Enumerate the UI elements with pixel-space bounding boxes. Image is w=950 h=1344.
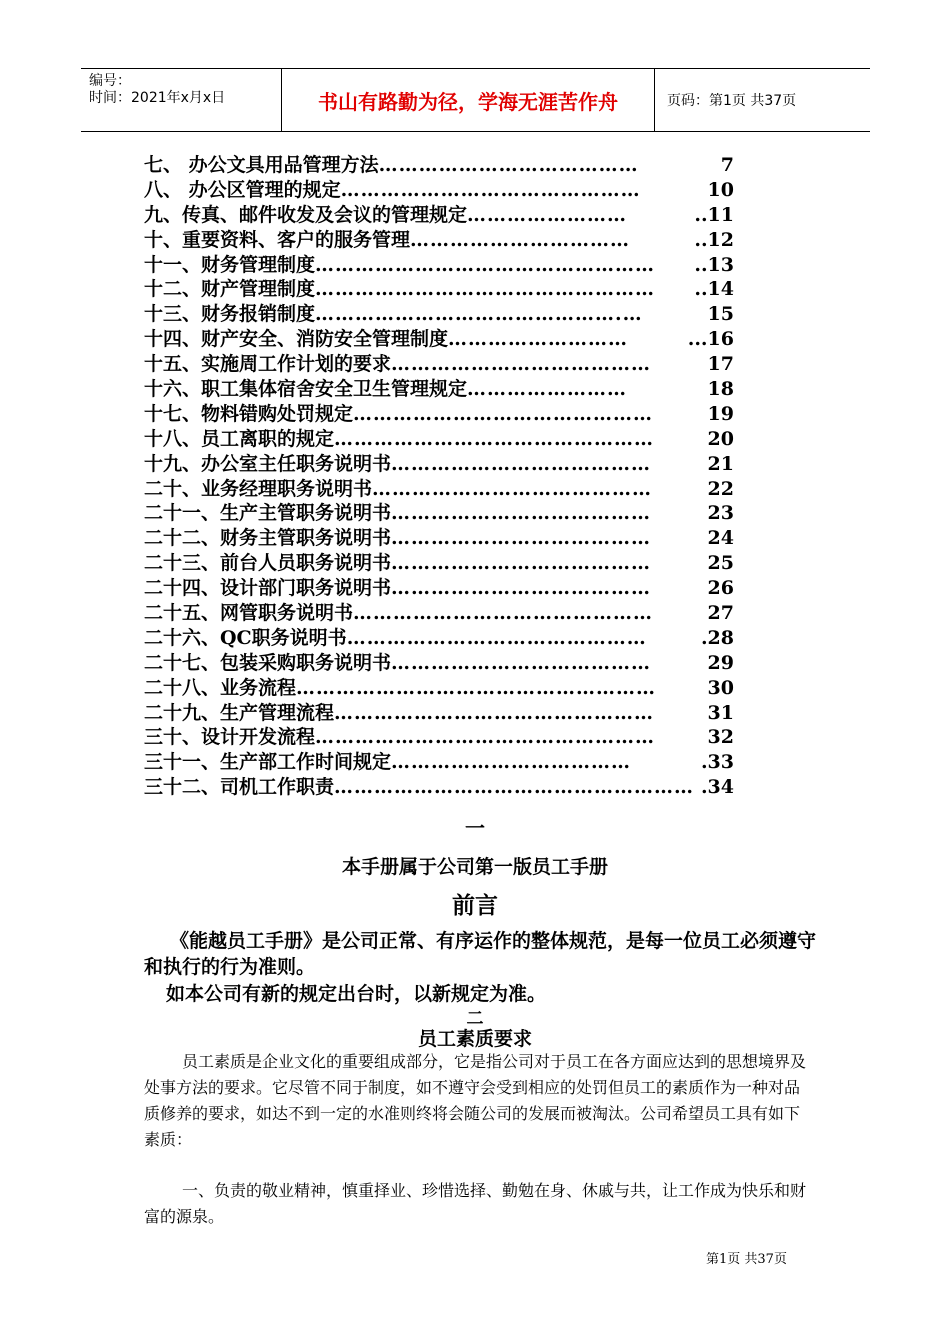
- toc-page-number: 29: [707, 651, 734, 674]
- toc-entry[interactable]: [144, 775, 734, 800]
- section-two-title: 员工素质要求: [417, 1028, 532, 1050]
- toc-entry-title: 十九、办公室主任职务说明书: [144, 452, 392, 475]
- toc-leader-dots: ……………………………………: [372, 477, 653, 500]
- quality-item-1: 一、负责的敬业精神，慎重择业、珍惜选择、勤勉在身、休戚与共，让工作成为快乐和财富的源泉。: [144, 1181, 807, 1226]
- toc-entry[interactable]: [144, 178, 734, 203]
- toc-page-number: 30: [707, 676, 734, 699]
- toc-entry-title: 二十、业务经理职务说明书: [144, 477, 373, 500]
- toc-leader-dots: ………………………: [448, 328, 629, 351]
- section-one-subtitle: 本手册属于公司第一版员工手册: [341, 856, 608, 878]
- toc-entry-title: 十三、财务报销制度: [144, 303, 316, 326]
- toc-page-number: 24: [707, 527, 734, 550]
- toc-entry[interactable]: [144, 302, 734, 327]
- toc-page-number: 20: [707, 427, 734, 450]
- toc-entry[interactable]: [144, 651, 734, 676]
- toc-entry-title: 三十、设计开发流程: [144, 726, 316, 749]
- toc-entry[interactable]: [144, 427, 734, 452]
- toc-leader-dots: ………………………………: [391, 751, 632, 774]
- toc-page-number: 10: [707, 178, 734, 201]
- toc-page-number: 15: [707, 303, 734, 326]
- toc-leader-dots: ………………………………………………: [334, 776, 695, 799]
- toc-page-number: .34: [700, 776, 734, 799]
- toc-leader-dots: …………………………………: [391, 527, 652, 550]
- toc-leader-dots: ………………………………………: [353, 602, 654, 625]
- toc-page-number: 22: [707, 477, 734, 500]
- toc-entry-title: 二十五、网管职务说明书: [144, 602, 354, 625]
- page-footer: 第1页 共37页: [706, 1252, 787, 1267]
- toc-page-number: ..12: [694, 228, 734, 251]
- toc-entry[interactable]: [144, 327, 734, 352]
- toc-entry[interactable]: [144, 452, 734, 477]
- preface-title: 前言: [452, 893, 498, 919]
- toc-leader-dots: …………………………………………: [334, 427, 655, 450]
- toc-entry[interactable]: [144, 576, 734, 601]
- toc-page-number: ..13: [694, 253, 734, 276]
- toc-entry-title: 二十一、生产主管职务说明书: [144, 502, 392, 525]
- toc-entry[interactable]: [144, 676, 734, 701]
- toc-page-number: ...16: [687, 328, 734, 351]
- toc-entry-title: 十七、物料错购处罚规定: [144, 402, 354, 425]
- toc-leader-dots: ……………………………………….…: [315, 303, 643, 326]
- toc-page-number: 31: [707, 701, 734, 724]
- toc-leader-dots: ……………………: [467, 378, 628, 401]
- toc-page-number: 25: [707, 552, 734, 575]
- toc-page-number: .28: [700, 626, 734, 649]
- header-meta: [81, 69, 281, 131]
- toc-entry-title: 二十九、生产管理流程: [144, 701, 335, 724]
- toc-leader-dots: ……………………………: [410, 228, 631, 251]
- toc-page-number: ..14: [694, 278, 734, 301]
- toc-entry[interactable]: [144, 601, 734, 626]
- toc-entry-title: 二十八、业务流程: [144, 676, 297, 699]
- toc-page-number: 7: [720, 154, 734, 176]
- toc-page-number: 27: [707, 602, 734, 625]
- toc-page-number: 26: [707, 577, 734, 600]
- page-header: [81, 68, 870, 132]
- toc-leader-dots: ……………………………………………: [315, 726, 656, 749]
- toc-page-number: 19: [707, 402, 734, 425]
- toc-leader-dots: ……………………………………………: [315, 278, 656, 301]
- toc-leader-dots: …………………………………: [391, 552, 652, 575]
- toc-entry-title: 十二、财产管理制度: [144, 278, 316, 301]
- toc-page-number: 32: [707, 726, 734, 749]
- section-one-number: 一: [465, 816, 485, 840]
- toc-page-number: 17: [707, 353, 734, 376]
- toc-leader-dots: …………………………………: [391, 577, 652, 600]
- toc-leader-dots: ……………………: [467, 203, 628, 226]
- toc-entry[interactable]: [144, 725, 734, 750]
- toc-entry[interactable]: [144, 501, 734, 526]
- toc-entry[interactable]: [144, 526, 734, 551]
- toc-entry-title: 八、 办公区管理的规定: [144, 178, 341, 201]
- toc-entry-title: 二十三、前台人员职务说明书: [144, 552, 392, 575]
- toc-entry-title: 二十四、设计部门职务说明书: [144, 577, 392, 600]
- preface-paragraph: 《能越员工手册》是公司正常、有序运作的整体规范，是每一位员工必须遵守和执行的行为准则。: [144, 930, 817, 978]
- toc-leader-dots: …………………………………………: [334, 701, 655, 724]
- toc-entry-title: 二十六、QC职务说明书: [144, 626, 347, 649]
- toc-entry[interactable]: [144, 701, 734, 726]
- toc-entry[interactable]: [144, 352, 734, 377]
- section-two-number: 二: [466, 1009, 484, 1029]
- toc-page-number: .33: [700, 751, 734, 774]
- toc-entry-title: 九、传真、邮件收发及会议的管理规定: [144, 203, 468, 226]
- toc-entry-title: 三十二、司机工作职责: [144, 776, 335, 799]
- toc-leader-dots: ………………………………………: [353, 402, 654, 425]
- toc-page-number: 21: [707, 452, 734, 475]
- toc-entry[interactable]: [144, 153, 734, 178]
- toc-leader-dots: ………………………………………………: [296, 676, 657, 699]
- table-of-contents: [144, 153, 734, 800]
- toc-entry[interactable]: [144, 402, 734, 427]
- toc-entry-title: 十四、财产安全、消防安全管理制度: [144, 328, 449, 351]
- toc-leader-dots: ……………………………………………: [315, 253, 656, 276]
- quality-paragraph: 员工素质是企业文化的重要组成部分，它是指公司对于员工在各方面应达到的思想境界及处事方法的要求。它尽管不同于制度，如不遵守会受到相应的处罚但员工的素质作为一种对品质修养的要求，如达不到一定的水准则终将会随公司的发展而被淘汰。公司希望员工具有如下素质：: [144, 1052, 807, 1149]
- toc-entry[interactable]: [144, 253, 734, 278]
- toc-leader-dots: …………………………………: [378, 154, 639, 176]
- toc-entry-title: 二十二、财务主管职务说明书: [144, 527, 392, 550]
- toc-entry[interactable]: [144, 750, 734, 775]
- toc-entry[interactable]: [144, 228, 734, 253]
- toc-page-number: 23: [707, 502, 734, 525]
- header-page-info: 页码：第1页 共37页: [667, 93, 797, 109]
- toc-entry-title: 十六、职工集体宿舍安全卫生管理规定: [144, 378, 468, 401]
- header-time-label: 时间：2021年x月x日: [89, 90, 226, 106]
- toc-entry-title: 十八、员工离职的规定: [144, 427, 335, 450]
- toc-entry[interactable]: [144, 377, 734, 402]
- toc-leader-dots: …………………………………: [391, 502, 652, 525]
- toc-leader-dots: ………………………………………: [346, 626, 647, 649]
- toc-leader-dots: ………………………………………: [340, 178, 641, 201]
- toc-page-number: ..11: [694, 203, 734, 226]
- toc-entry-title: 三十一、生产部工作时间规定: [144, 751, 392, 774]
- toc-leader-dots: …………………………………: [391, 353, 652, 376]
- toc-entry-title: 二十七、包装采购职务说明书: [144, 651, 392, 674]
- toc-leader-dots: …………………………………: [391, 651, 652, 674]
- toc-leader-dots: …………………………………: [391, 452, 652, 475]
- toc-entry-title: 十、重要资料、客户的服务管理: [144, 228, 411, 251]
- header-motto: 书山有路勤为径，学海无涯苦作舟: [318, 89, 618, 114]
- toc-entry-title: 七、 办公文具用品管理方法: [144, 154, 379, 176]
- toc-entry[interactable]: [144, 277, 734, 302]
- toc-entry-title: 十五、实施周工作计划的要求: [144, 353, 392, 376]
- toc-entry[interactable]: [144, 203, 734, 228]
- toc-entry[interactable]: [144, 477, 734, 502]
- toc-entry[interactable]: [144, 626, 734, 651]
- preface-paragraph-2: 如本公司有新的规定出台时，以新规定为准。: [166, 983, 547, 1005]
- toc-entry[interactable]: [144, 551, 734, 576]
- toc-page-number: 18: [707, 378, 734, 401]
- toc-entry-title: 十一、财务管理制度: [144, 253, 316, 276]
- header-number-label: 编号：: [89, 73, 131, 89]
